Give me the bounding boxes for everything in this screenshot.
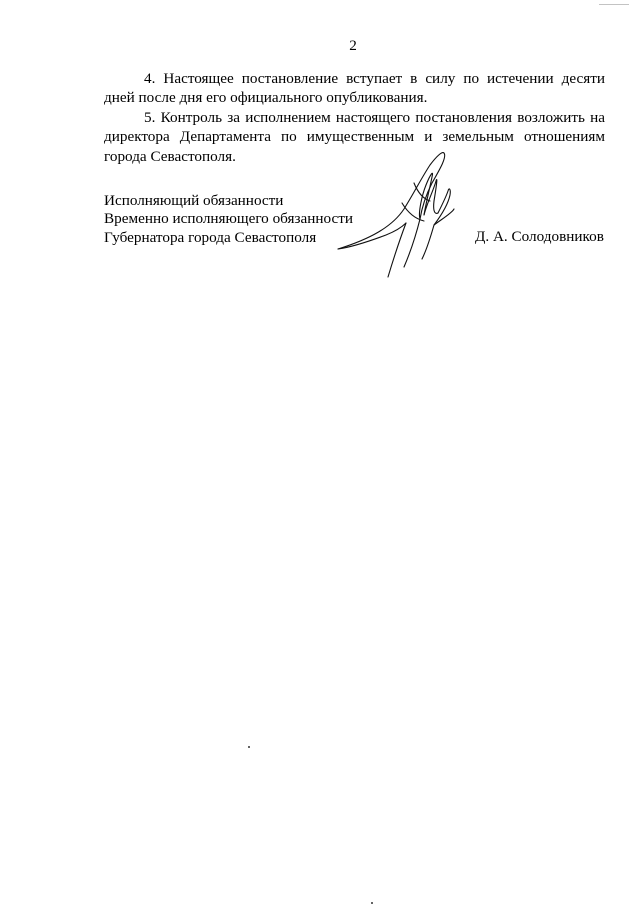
paragraph-5: 5. Контроль за исполнением настоящего постановления возложить на директора Департамента по имущественным и земельным отношениям города Севастополя. (104, 109, 605, 165)
scan-edge-mark (599, 0, 629, 5)
handwritten-signature (330, 143, 460, 285)
signatory-title-line-1: Исполняющий обязанности (104, 192, 284, 209)
signer-name: Д. А. Солодовников (475, 228, 604, 245)
scan-speck (248, 746, 250, 748)
signatory-title (104, 192, 353, 247)
page-number: 2 (349, 37, 357, 54)
signatory-title-line-2: Временно исполняющего обязанности (104, 210, 353, 228)
scan-speck (371, 902, 373, 904)
signatory-title-line-3: Губернатора города Севастополя (104, 228, 317, 246)
paragraph-4: 4. Настоящее постановление вступает в силу по истечении десяти дней после дня его официального опубликования. (104, 70, 605, 107)
